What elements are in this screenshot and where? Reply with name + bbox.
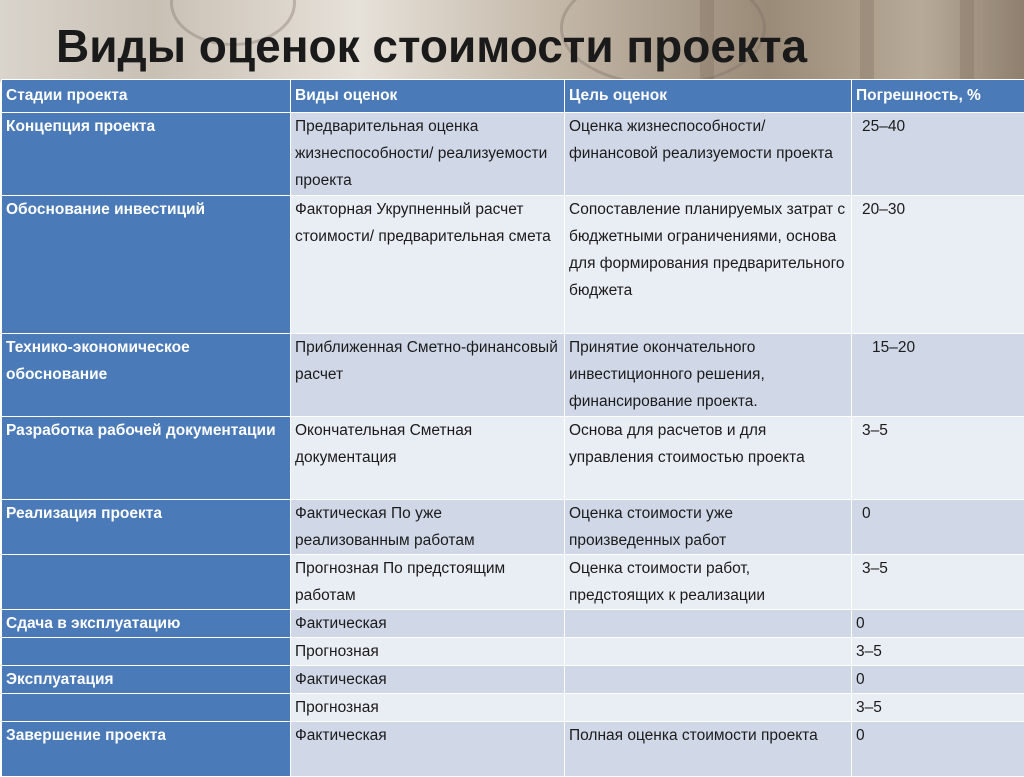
stage-cell: Обоснование инвестиций [2, 196, 291, 334]
error-cell: 0 [852, 500, 1024, 555]
error-cell: 15–20 [852, 334, 1024, 417]
kind-cell: Фактическая По уже реализованным работам [291, 500, 565, 555]
kind-cell: Фактическая [291, 722, 565, 777]
table-row [2, 666, 1024, 694]
stage-cell: Эксплуатация [2, 666, 291, 694]
table-header-row [2, 80, 1024, 113]
goal-cell: Оценка стоимости работ, предстоящих к реализации [565, 555, 852, 610]
table-row [2, 722, 1024, 777]
stage-cell [2, 555, 291, 610]
table-row [2, 196, 1024, 334]
stage-cell: Завершение проекта [2, 722, 291, 777]
goal-cell [565, 638, 852, 666]
table-row [2, 500, 1024, 555]
table-row [2, 417, 1024, 500]
stage-cell: Сдача в эксплуатацию [2, 610, 291, 638]
kind-cell: Приближенная Сметно-финансовый расчет [291, 334, 565, 417]
table-row [2, 113, 1024, 196]
column-header-stage: Стадии проекта [2, 80, 291, 113]
error-cell: 3–5 [852, 638, 1024, 666]
kind-cell: Фактическая [291, 610, 565, 638]
error-cell: 0 [852, 666, 1024, 694]
error-cell: 3–5 [852, 417, 1024, 500]
table-row [2, 610, 1024, 638]
kind-cell: Окончательная Сметная документация [291, 417, 565, 500]
error-cell: 0 [852, 722, 1024, 777]
goal-cell [565, 610, 852, 638]
goal-cell: Основа для расчетов и для управления стоимостью проекта [565, 417, 852, 500]
error-cell: 3–5 [852, 694, 1024, 722]
kind-cell: Факторная Укрупненный расчет стоимости/ предварительная смета [291, 196, 565, 334]
goal-cell: Принятие окончательного инвестиционного решения, финансирование проекта. [565, 334, 852, 417]
column-header-goal: Цель оценок [565, 80, 852, 113]
table-row [2, 555, 1024, 610]
kind-cell: Фактическая [291, 666, 565, 694]
table-row [2, 334, 1024, 417]
goal-cell: Оценка жизнеспособности/ финансовой реализуемости проекта [565, 113, 852, 196]
stage-cell: Разработка рабочей документации [2, 417, 291, 500]
stage-cell: Концепция проекта [2, 113, 291, 196]
goal-cell [565, 694, 852, 722]
error-cell: 20–30 [852, 196, 1024, 334]
stage-cell [2, 694, 291, 722]
stage-cell [2, 638, 291, 666]
page-title: Виды оценок стоимости проекта [56, 18, 807, 74]
kind-cell: Прогнозная По предстоящим работам [291, 555, 565, 610]
goal-cell: Сопоставление планируемых затрат с бюджетными ограничениями, основа для формирования предварительного бюджета [565, 196, 852, 334]
column-header-kind: Виды оценок [291, 80, 565, 113]
kind-cell: Прогнозная [291, 694, 565, 722]
goal-cell: Оценка стоимости уже произведенных работ [565, 500, 852, 555]
banner-decoration [860, 0, 874, 82]
estimates-table [1, 79, 1024, 777]
error-cell: 25–40 [852, 113, 1024, 196]
goal-cell [565, 666, 852, 694]
table-row [2, 638, 1024, 666]
goal-cell: Полная оценка стоимости проекта [565, 722, 852, 777]
stage-cell: Реализация проекта [2, 500, 291, 555]
banner-decoration [960, 0, 974, 82]
table-row [2, 694, 1024, 722]
kind-cell: Предварительная оценка жизнеспособности/ реализуемости проекта [291, 113, 565, 196]
column-header-error: Погрешность, % [852, 80, 1024, 113]
stage-cell: Технико-экономическое обоснование [2, 334, 291, 417]
error-cell: 0 [852, 610, 1024, 638]
error-cell: 3–5 [852, 555, 1024, 610]
kind-cell: Прогнозная [291, 638, 565, 666]
